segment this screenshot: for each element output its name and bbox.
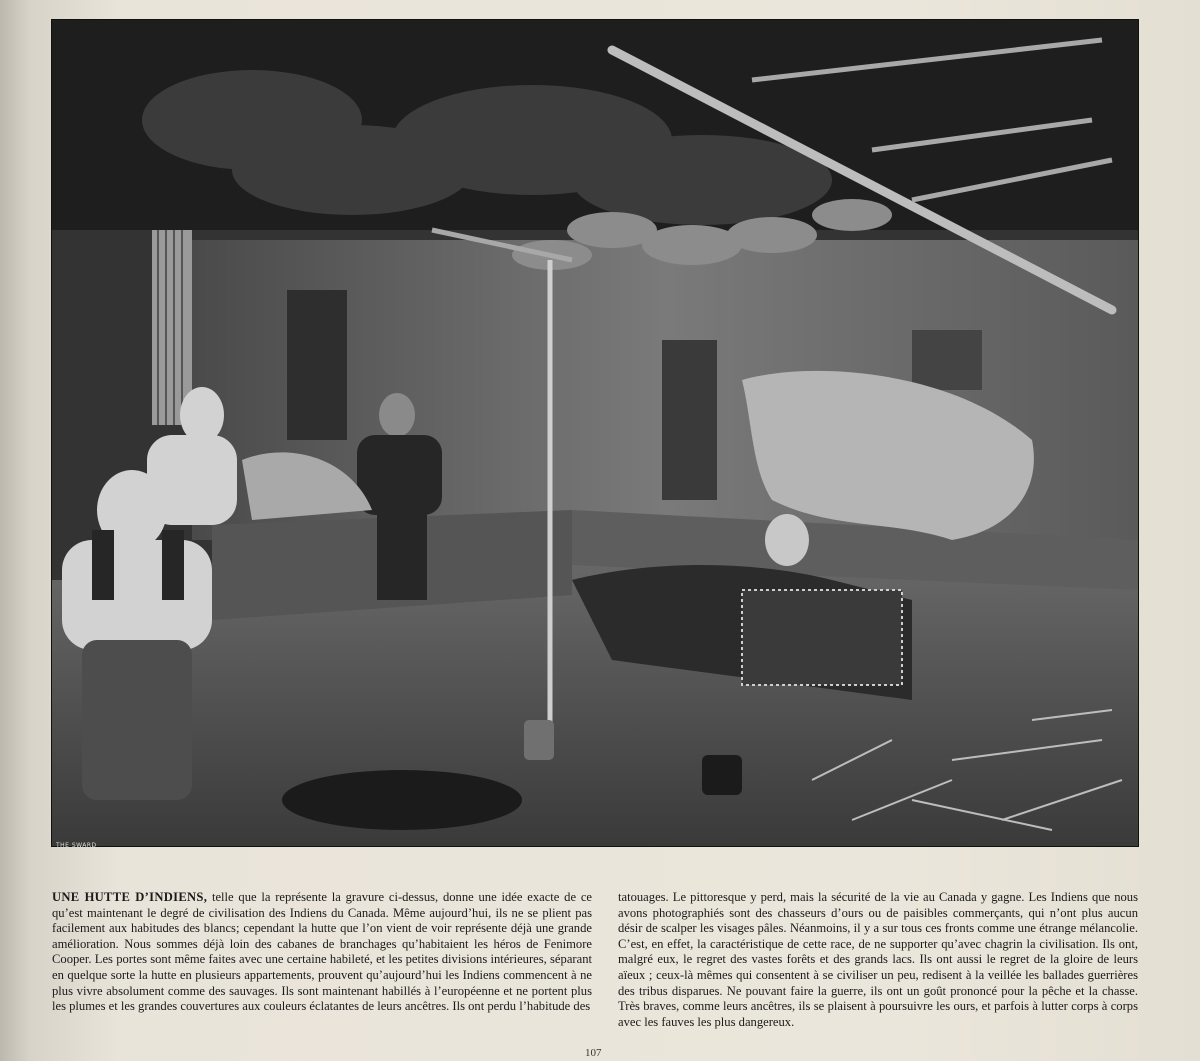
photograph [52, 20, 1138, 846]
page-number: 107 [585, 1047, 602, 1059]
photograph-interior-hut-icon [52, 20, 1138, 846]
article-lead: UNE HUTTE D’INDIENS, [52, 890, 208, 904]
article-left-body: telle que la représente la gravure ci-dessus, donne une idée exacte de ce qu’est maintenant le degré de civilisation des Indiens du Canada. Même aujourd’hui, ils ne se plient pas facilement aux habitudes des blancs; cependant la hutte que l’on vient de voir représente déjà une grande amélioration. Nous sommes déjà loin des cabanes de branchages qu’habitaient les héros de Fenimore Cooper. Les portes sont même faites avec une certaine habileté, et les petites divisions intérieures, séparant en quelque sorte la hutte en plusieurs appartements, prouvent qu’aujourd’hui les Indiens commencent à ne plus vivre absolument comme des sauvages. Ils sont maintenant habillés à l’européenne et ne portent plus les plumes et les grandes couvertures aux couleurs éclatantes de leurs ancêtres. Ils ont perdu l’habitude des [52, 890, 593, 1014]
photo-credit: THE SWARD [56, 842, 97, 849]
article-right-body: tatouages. Le pittoresque y perd, mais la sécurité de la vie au Canada y gagne. Les Indiens que nous avons photographiés sont des chasseurs d’ours ou de paisibles commerçants, qui n’ont plus aucun désir de scalper les visages pâles. Néanmoins, il y a sur tous ces fronts comme une étrange mélancolie. C’est, en effet, la caractéristique de cette race, de ne supporter qu’avec chagrin la civilisation. Ils ont, malgré eux, le regret des vastes forêts et des grands lacs. Ils ont aussi le regret de la gloire de leurs aïeux ; ceux-là mêmes qui consentent à se civiliser un peu, redisent à la veillée les ballades guerrières des tribus disparues. Ne pouvant faire la guerre, ils ont un goût prononcé pour la pêche et la chasse. Très braves, comme leurs ancêtres, ils se plaisent à poursuivre les ours, et parfois à lutter corps à corps avec les fauves les plus dangereux. [618, 890, 1138, 1029]
article-left-column [52, 890, 592, 1015]
article-right-column [618, 890, 1138, 1030]
